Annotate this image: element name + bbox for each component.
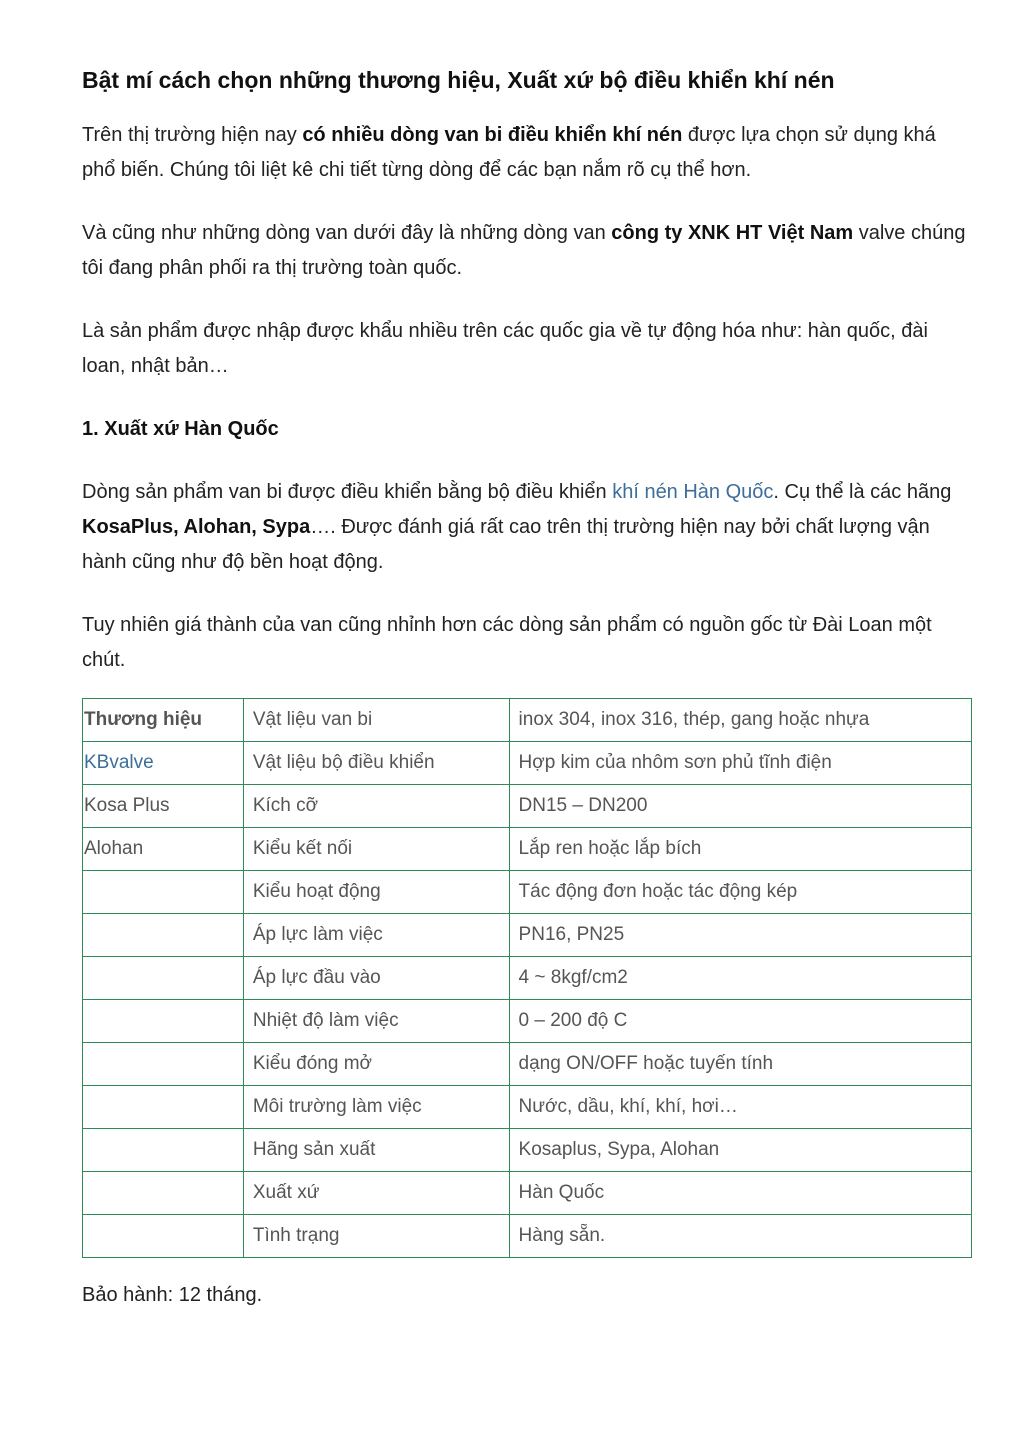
- brand-link-cell[interactable]: KBvalve: [83, 741, 244, 784]
- table-row: [83, 784, 972, 827]
- table-row: [83, 1171, 972, 1214]
- value-cell: 4 ~ 8kgf/cm2: [509, 956, 971, 999]
- brand-cell: Alohan: [83, 827, 244, 870]
- value-cell: Nước, dầu, khí, khí, hơi…: [509, 1085, 971, 1128]
- bold-text: có nhiều dòng van bi điều khiển khí nén: [302, 123, 683, 146]
- table-row: [83, 1042, 972, 1085]
- value-cell: Hàn Quốc: [509, 1171, 971, 1214]
- text: Trên thị trường hiện nay: [82, 123, 303, 146]
- table-row: [83, 870, 972, 913]
- spec-table: [82, 698, 972, 1258]
- attribute-cell: Kích cỡ: [243, 784, 509, 827]
- text: Và cũng như những dòng van dưới đây là những dòng van: [82, 221, 612, 244]
- value-cell: Kosaplus, Sypa, Alohan: [509, 1128, 971, 1171]
- paragraph-company: [82, 216, 972, 286]
- attribute-cell: Xuất xứ: [243, 1171, 509, 1214]
- attribute-cell: Kiểu kết nối: [243, 827, 509, 870]
- attribute-cell: Kiểu hoạt động: [243, 870, 509, 913]
- value-cell: inox 304, inox 316, thép, gang hoặc nhựa: [509, 698, 971, 741]
- table-row: [83, 741, 972, 784]
- text: …. Được đánh giá rất cao trên thị trường hiện nay bởi chất lượng vận hành cũng như độ bền hoạt động.: [82, 515, 930, 573]
- brand-cell: [83, 1128, 244, 1171]
- article: [82, 66, 972, 1310]
- attribute-cell: Môi trường làm việc: [243, 1085, 509, 1128]
- warranty-text: Bảo hành: 12 tháng.: [82, 1283, 263, 1306]
- table-row: [83, 956, 972, 999]
- text: valve chúng tôi đang phân phối ra thị trường toàn quốc.: [82, 221, 966, 279]
- table-row: [83, 1214, 972, 1257]
- text: Dòng sản phẩm van bi được điều khiển bằng bộ điều khiển: [82, 480, 613, 503]
- table-row: [83, 827, 972, 870]
- table-row: [83, 1085, 972, 1128]
- brand-cell: [83, 870, 244, 913]
- table-row: [83, 999, 972, 1042]
- brand-cell: [83, 1171, 244, 1214]
- table-row: [83, 913, 972, 956]
- value-cell: Tác động đơn hoặc tác động kép: [509, 870, 971, 913]
- brand-cell: [83, 1042, 244, 1085]
- brand-cell: [83, 913, 244, 956]
- brand-cell: [83, 999, 244, 1042]
- attribute-cell: Tình trạng: [243, 1214, 509, 1257]
- attribute-cell: Hãng sản xuất: [243, 1128, 509, 1171]
- paragraph-origin: Là sản phẩm được nhập được khẩu nhiều trên các quốc gia về tự động hóa như: hàn quốc, đài loan, nhật bản…: [82, 319, 928, 377]
- table-row: [83, 698, 972, 741]
- paragraph-korea: [82, 475, 972, 580]
- company-name: công ty XNK HT Việt Nam: [611, 221, 854, 244]
- attribute-cell: Áp lực đầu vào: [243, 956, 509, 999]
- attribute-cell: Áp lực làm việc: [243, 913, 509, 956]
- table-row: [83, 1128, 972, 1171]
- brand-cell: [83, 956, 244, 999]
- value-cell: dạng ON/OFF hoặc tuyến tính: [509, 1042, 971, 1085]
- attribute-cell: Vật liệu van bi: [243, 698, 509, 741]
- article-title: Bật mí cách chọn những thương hiệu, Xuất xứ bộ điều khiển khí nén: [82, 67, 835, 93]
- brand-names: KosaPlus, Alohan, Sypa: [82, 515, 311, 538]
- paragraph-intro: [82, 118, 972, 188]
- value-cell: DN15 – DN200: [509, 784, 971, 827]
- value-cell: Hợp kim của nhôm sơn phủ tĩnh điện: [509, 741, 971, 784]
- brand-cell: Kosa Plus: [83, 784, 244, 827]
- value-cell: Hàng sẵn.: [509, 1214, 971, 1257]
- value-cell: Lắp ren hoặc lắp bích: [509, 827, 971, 870]
- brand-cell: [83, 1085, 244, 1128]
- paragraph-price: Tuy nhiên giá thành của van cũng nhỉnh hơn các dòng sản phẩm có nguồn gốc từ Đài Loan một chút.: [82, 613, 932, 671]
- text: được lựa chọn sử dụng khá phổ biến. Chúng tôi liệt kê chi tiết từng dòng để các bạn nắm rõ cụ thể hơn.: [82, 123, 936, 181]
- attribute-cell: Vật liệu bộ điều khiển: [243, 741, 509, 784]
- text: . Cụ thể là các hãng: [773, 480, 952, 503]
- brand-cell: Thương hiệu: [83, 698, 244, 741]
- attribute-cell: Kiểu đóng mở: [243, 1042, 509, 1085]
- attribute-cell: Nhiệt độ làm việc: [243, 999, 509, 1042]
- section-heading: 1. Xuất xứ Hàn Quốc: [82, 417, 279, 440]
- value-cell: 0 – 200 độ C: [509, 999, 971, 1042]
- korea-pneumatic-link[interactable]: khí nén Hàn Quốc: [612, 480, 774, 503]
- value-cell: PN16, PN25: [509, 913, 971, 956]
- brand-cell: [83, 1214, 244, 1257]
